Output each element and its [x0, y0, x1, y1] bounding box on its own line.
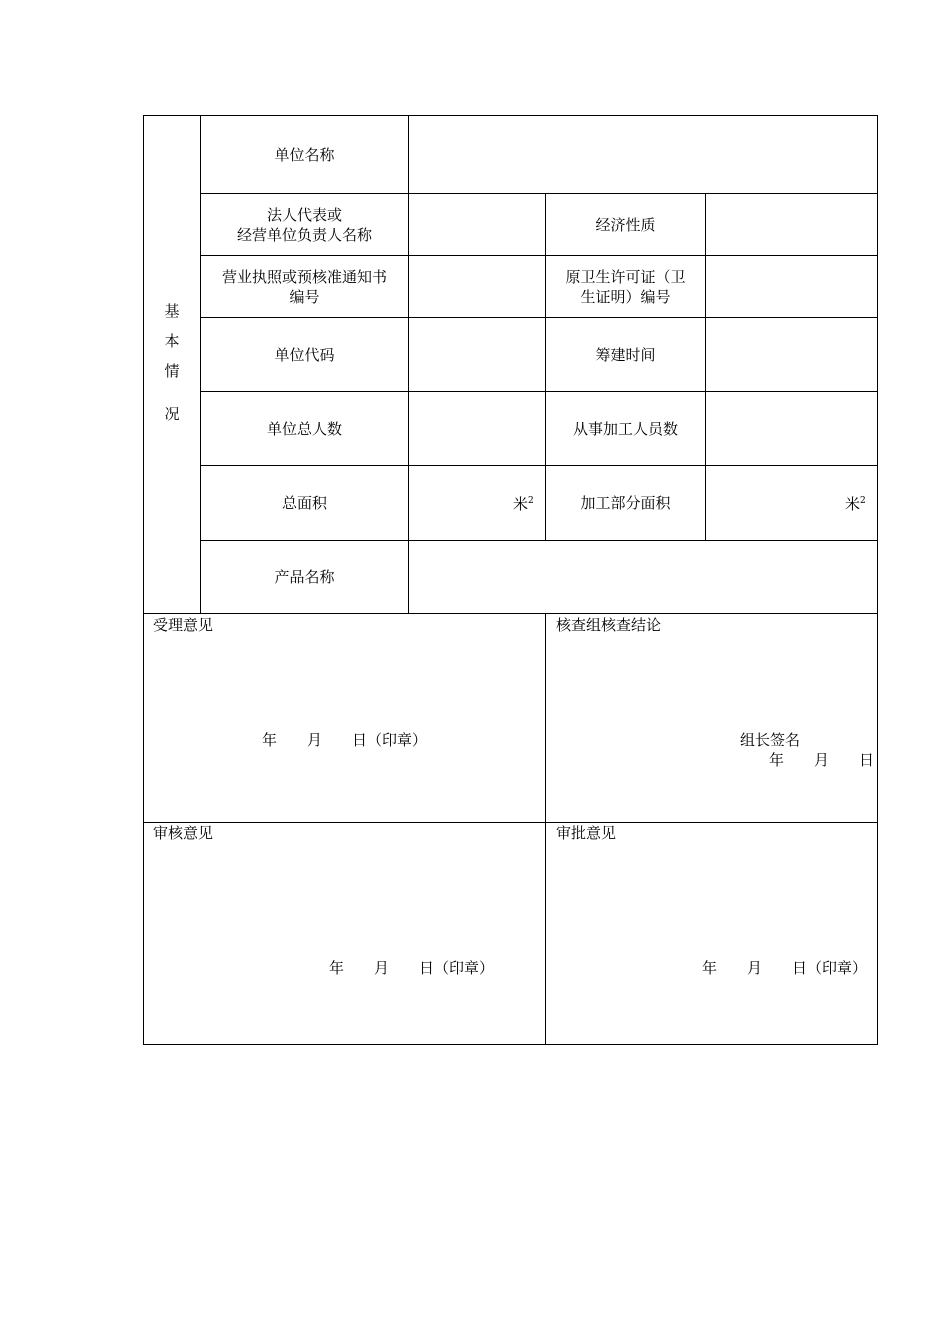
total-staff-label: 单位总人数: [266, 419, 342, 438]
legal-rep-label-line1: 法人代表或: [266, 205, 342, 224]
area-unit-text: 米: [845, 495, 861, 513]
legal-rep-field[interactable]: [409, 194, 545, 255]
orig-permit-label: [546, 256, 705, 317]
review-opinion-date: 年 月 日（印章）: [329, 959, 495, 977]
orig-permit-field[interactable]: [706, 256, 877, 317]
accept-opinion-box[interactable]: [144, 614, 545, 822]
accept-opinion-date: 年 月 日（印章）: [262, 731, 428, 749]
total-area-label: 总面积: [281, 494, 327, 512]
section-label-basic-info: [144, 300, 200, 430]
section-label-char: 基: [164, 302, 180, 320]
approve-opinion-box[interactable]: [546, 823, 877, 1044]
unit-code-label: 单位代码: [274, 345, 335, 364]
license-no-field[interactable]: [409, 256, 545, 317]
area-unit-sup: 2: [860, 496, 866, 506]
total-area-unit: [513, 493, 534, 514]
total-staff-field[interactable]: [409, 392, 545, 465]
processing-area-label: 加工部分面积: [580, 494, 671, 512]
approve-opinion-date: 年 月 日（印章）: [702, 959, 868, 977]
table-border-bottom: [143, 1044, 878, 1045]
processing-staff-field[interactable]: [706, 392, 877, 465]
prep-time-field[interactable]: [706, 318, 877, 391]
area-unit-text: 米: [513, 495, 529, 513]
econ-nature-field[interactable]: [706, 194, 877, 255]
legal-rep-label: [201, 194, 408, 255]
review-opinion-title: 审核意见: [153, 824, 214, 842]
econ-nature-label: 经济性质: [595, 215, 656, 234]
processing-staff-label: 从事加工人员数: [572, 419, 678, 438]
legal-rep-label-line2: 经营单位负责人名称: [236, 225, 372, 244]
unit-name-field[interactable]: [409, 116, 877, 193]
orig-permit-label-line1: 原卫生许可证（卫: [565, 267, 686, 286]
license-no-label-line1: 营业执照或预核准通知书: [221, 267, 387, 286]
accept-opinion-title: 受理意见: [153, 616, 214, 634]
orig-permit-label-line2: 生证明）编号: [580, 287, 671, 306]
review-opinion-box[interactable]: [144, 823, 545, 1044]
area-unit-sup: 2: [528, 496, 534, 506]
prep-time-label: 筹建时间: [595, 345, 656, 364]
product-name-field[interactable]: [409, 541, 877, 613]
approve-opinion-title: 审批意见: [556, 824, 617, 842]
team-leader-signature: 组长签名: [740, 731, 801, 749]
unit-name-label: 单位名称: [274, 145, 335, 164]
inspect-conclusion-box[interactable]: [546, 614, 877, 822]
section-label-char: 况: [164, 405, 180, 423]
license-no-label: [201, 256, 408, 317]
section-label-char: 本: [164, 332, 180, 350]
license-no-label-line2: 编号: [289, 287, 320, 306]
product-name-label: 产品名称: [274, 568, 335, 586]
processing-area-unit: [845, 493, 866, 514]
section-label-char: 情: [164, 362, 180, 380]
inspect-conclusion-title: 核查组核查结论: [556, 616, 662, 634]
inspect-conclusion-date: 年 月 日: [769, 751, 875, 769]
unit-code-field[interactable]: [409, 318, 545, 391]
